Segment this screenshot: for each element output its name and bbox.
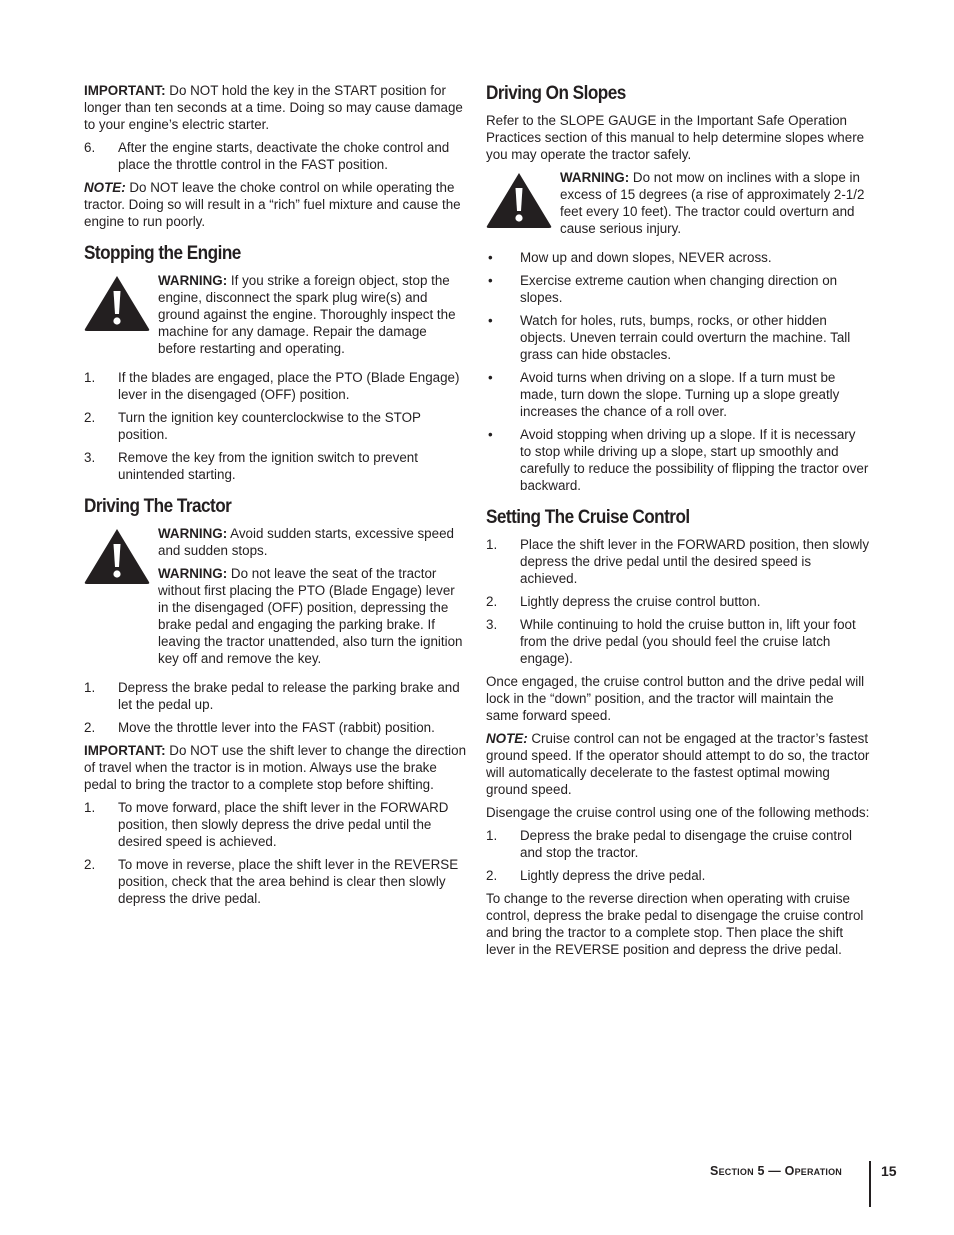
list-text: Remove the key from the ignition switch to prevent unintended starting. [118,450,418,482]
footer-section-label: Section 5 — Operation [710,1164,842,1178]
bullet-item [486,249,870,266]
note-label: NOTE: [84,180,126,195]
note-label: NOTE: [486,731,528,746]
list-text: Lightly depress the cruise control button. [520,594,761,609]
bullet-text: Avoid stopping when driving up a slope. If it is necessary to stop while driving up a slope, start up smoothly and carefully to reduce the possibility of flipping the tractor over backward. [520,427,869,493]
cruise-paragraph: To change to the reverse direction when operating with cruise control, depress the brake pedal to disengage the cruise control and bring the tractor to a complete stop. Then place the shift lever in the REVERSE position and depress the drive pedal. [486,891,864,957]
warning-block [84,272,468,363]
warning-paragraph [158,565,468,667]
warning-paragraph [158,272,468,357]
important-paragraph [84,82,468,133]
list-item [84,409,468,443]
footer-divider [869,1161,871,1207]
note-paragraph [486,730,870,798]
list-item [84,856,468,907]
list-text: Move the throttle lever into the FAST (rabbit) position. [118,720,435,735]
warning-text: Avoid sudden starts, excessive speed and sudden stops. [158,526,454,558]
bullet-mark: • [488,313,493,328]
list-item [84,449,468,483]
important-paragraph [84,742,468,793]
section-heading-driving-slopes: Driving On Slopes [486,82,626,104]
warning-block [486,169,870,243]
list-number: 1. [486,537,498,552]
list-text: While continuing to hold the cruise button in, lift your foot from the drive pedal (you should feel the cruise latch engage). [520,617,856,666]
list-text: Depress the brake pedal to disengage the cruise control and stop the tractor. [520,828,852,860]
list-text: After the engine starts, deactivate the choke control and place the throttle control in the FAST position. [118,140,450,172]
list-number: 2. [84,410,96,425]
bullet-item [486,272,870,306]
bullet-text: Exercise extreme caution when changing direction on slopes. [520,273,838,305]
list-item [84,719,468,736]
right-column [486,82,870,964]
list-item [486,827,870,861]
list-item [486,867,870,884]
warning-text: If you strike a foreign object, stop the engine, disconnect the spark plug wire(s) and ground against the engine. Thoroughly inspect the machine for any damage. Repair the damage before restarting and operating. [158,273,456,356]
list-number: 3. [486,617,498,632]
list-number: 2. [486,594,498,609]
list-number: 1. [486,828,498,843]
cruise-paragraph: Disengage the cruise control using one of the following methods: [486,805,870,820]
warning-text: Do not mow on inclines with a slope in excess of 15 degrees (a rise of approximately 2-1/2 feet every 10 feet). The tractor could overturn and cause serious injury. [560,170,865,236]
list-text: Depress the brake pedal to release the parking brake and let the pedal up. [118,680,460,712]
bullet-text: Mow up and down slopes, NEVER across. [520,250,772,265]
list-item [84,679,468,713]
bullet-item [486,426,870,494]
list-text: To move in reverse, place the shift lever in the REVERSE position, check that the area behind is clear then slowly depress the drive pedal. [118,857,459,906]
note-paragraph [84,179,468,230]
list-item [84,369,468,403]
warning-text: Do not leave the seat of the tractor without first placing the PTO (Blade Engage) lever in the disengaged (OFF) position, depressing the brake pedal and engaging the parking brake. If leaving the tractor unattended, also turn the ignition key off and remove the key. [158,566,463,666]
section-heading-driving-tractor: Driving The Tractor [84,495,232,517]
cruise-paragraph: Once engaged, the cruise control button and the drive pedal will lock in the “down” position, and the tractor will maintain the same forward speed. [486,674,865,723]
list-text: To move forward, place the shift lever in the FORWARD position, then slowly depress the drive pedal until the desired speed is achieved. [118,800,449,849]
important-text: Do NOT use the shift lever to change the direction of travel when the tractor is in motion. Always use the brake pedal to bring the tractor to a complete stop before shifting. [84,743,467,792]
bullet-item [486,369,870,420]
bullet-text: Watch for holes, ruts, bumps, rocks, or other hidden objects. Uneven terrain could overturn the machine. Tall grass can hide obstacles. [520,313,851,362]
bullet-item [486,312,870,363]
list-number: 3. [84,450,96,465]
section-heading-cruise-control: Setting The Cruise Control [486,506,690,528]
list-item [486,536,870,587]
list-number: 1. [84,800,96,815]
left-column [84,82,468,913]
section-heading-stopping-engine: Stopping the Engine [84,242,241,264]
bullet-text: Avoid turns when driving on a slope. If a turn must be made, turn down the slope. Turning up a slope greatly increases the chance of a roll over. [520,370,840,419]
warning-triangle-icon [84,274,150,332]
list-text: Place the shift lever in the FORWARD position, then slowly depress the drive pedal until the desired speed is achieved. [520,537,870,586]
important-text: Do NOT hold the key in the START position for longer than ten seconds at a time. Doing so may cause damage to your engine’s electric starter. [84,83,463,132]
list-item [84,799,468,850]
list-number: 2. [486,868,498,883]
list-item [486,616,870,667]
warning-paragraph [158,525,468,559]
warning-block [84,525,468,673]
warning-label: WARNING: [560,170,630,185]
warning-triangle-icon [486,171,552,229]
list-number: 6. [84,140,96,155]
bullet-mark: • [488,370,493,385]
warning-label: WARNING: [158,566,228,581]
list-text: If the blades are engaged, place the PTO (Blade Engage) lever in the disengaged (OFF) position. [118,370,460,402]
slopes-intro: Refer to the SLOPE GAUGE in the Important Safe Operation Practices section of this manual to help determine slopes where you may operate the tractor safely. [486,113,865,162]
list-number: 1. [84,680,96,695]
list-number: 2. [84,857,96,872]
important-label: IMPORTANT: [84,83,166,98]
warning-label: WARNING: [158,273,228,288]
bullet-mark: • [488,427,493,442]
warning-paragraph [560,169,870,237]
warning-label: WARNING: [158,526,228,541]
list-item [486,593,870,610]
warning-triangle-icon [84,527,150,585]
bullet-mark: • [488,250,493,265]
list-text: Lightly depress the drive pedal. [520,868,706,883]
list-number: 2. [84,720,96,735]
page-number: 15 [881,1163,897,1179]
bullet-mark: • [488,273,493,288]
list-text: Turn the ignition key counterclockwise to the STOP position. [118,410,421,442]
list-item [84,139,468,173]
list-number: 1. [84,370,96,385]
important-label: IMPORTANT: [84,743,166,758]
note-text: Cruise control can not be engaged at the tractor’s fastest ground speed. If the operator should attempt to do so, the tractor will automatically decelerate to the fastest optimal mowing ground speed. [486,731,870,797]
note-text: Do NOT leave the choke control on while operating the tractor. Doing so will result in a “rich” fuel mixture and cause the engine to run poorly. [84,180,461,229]
